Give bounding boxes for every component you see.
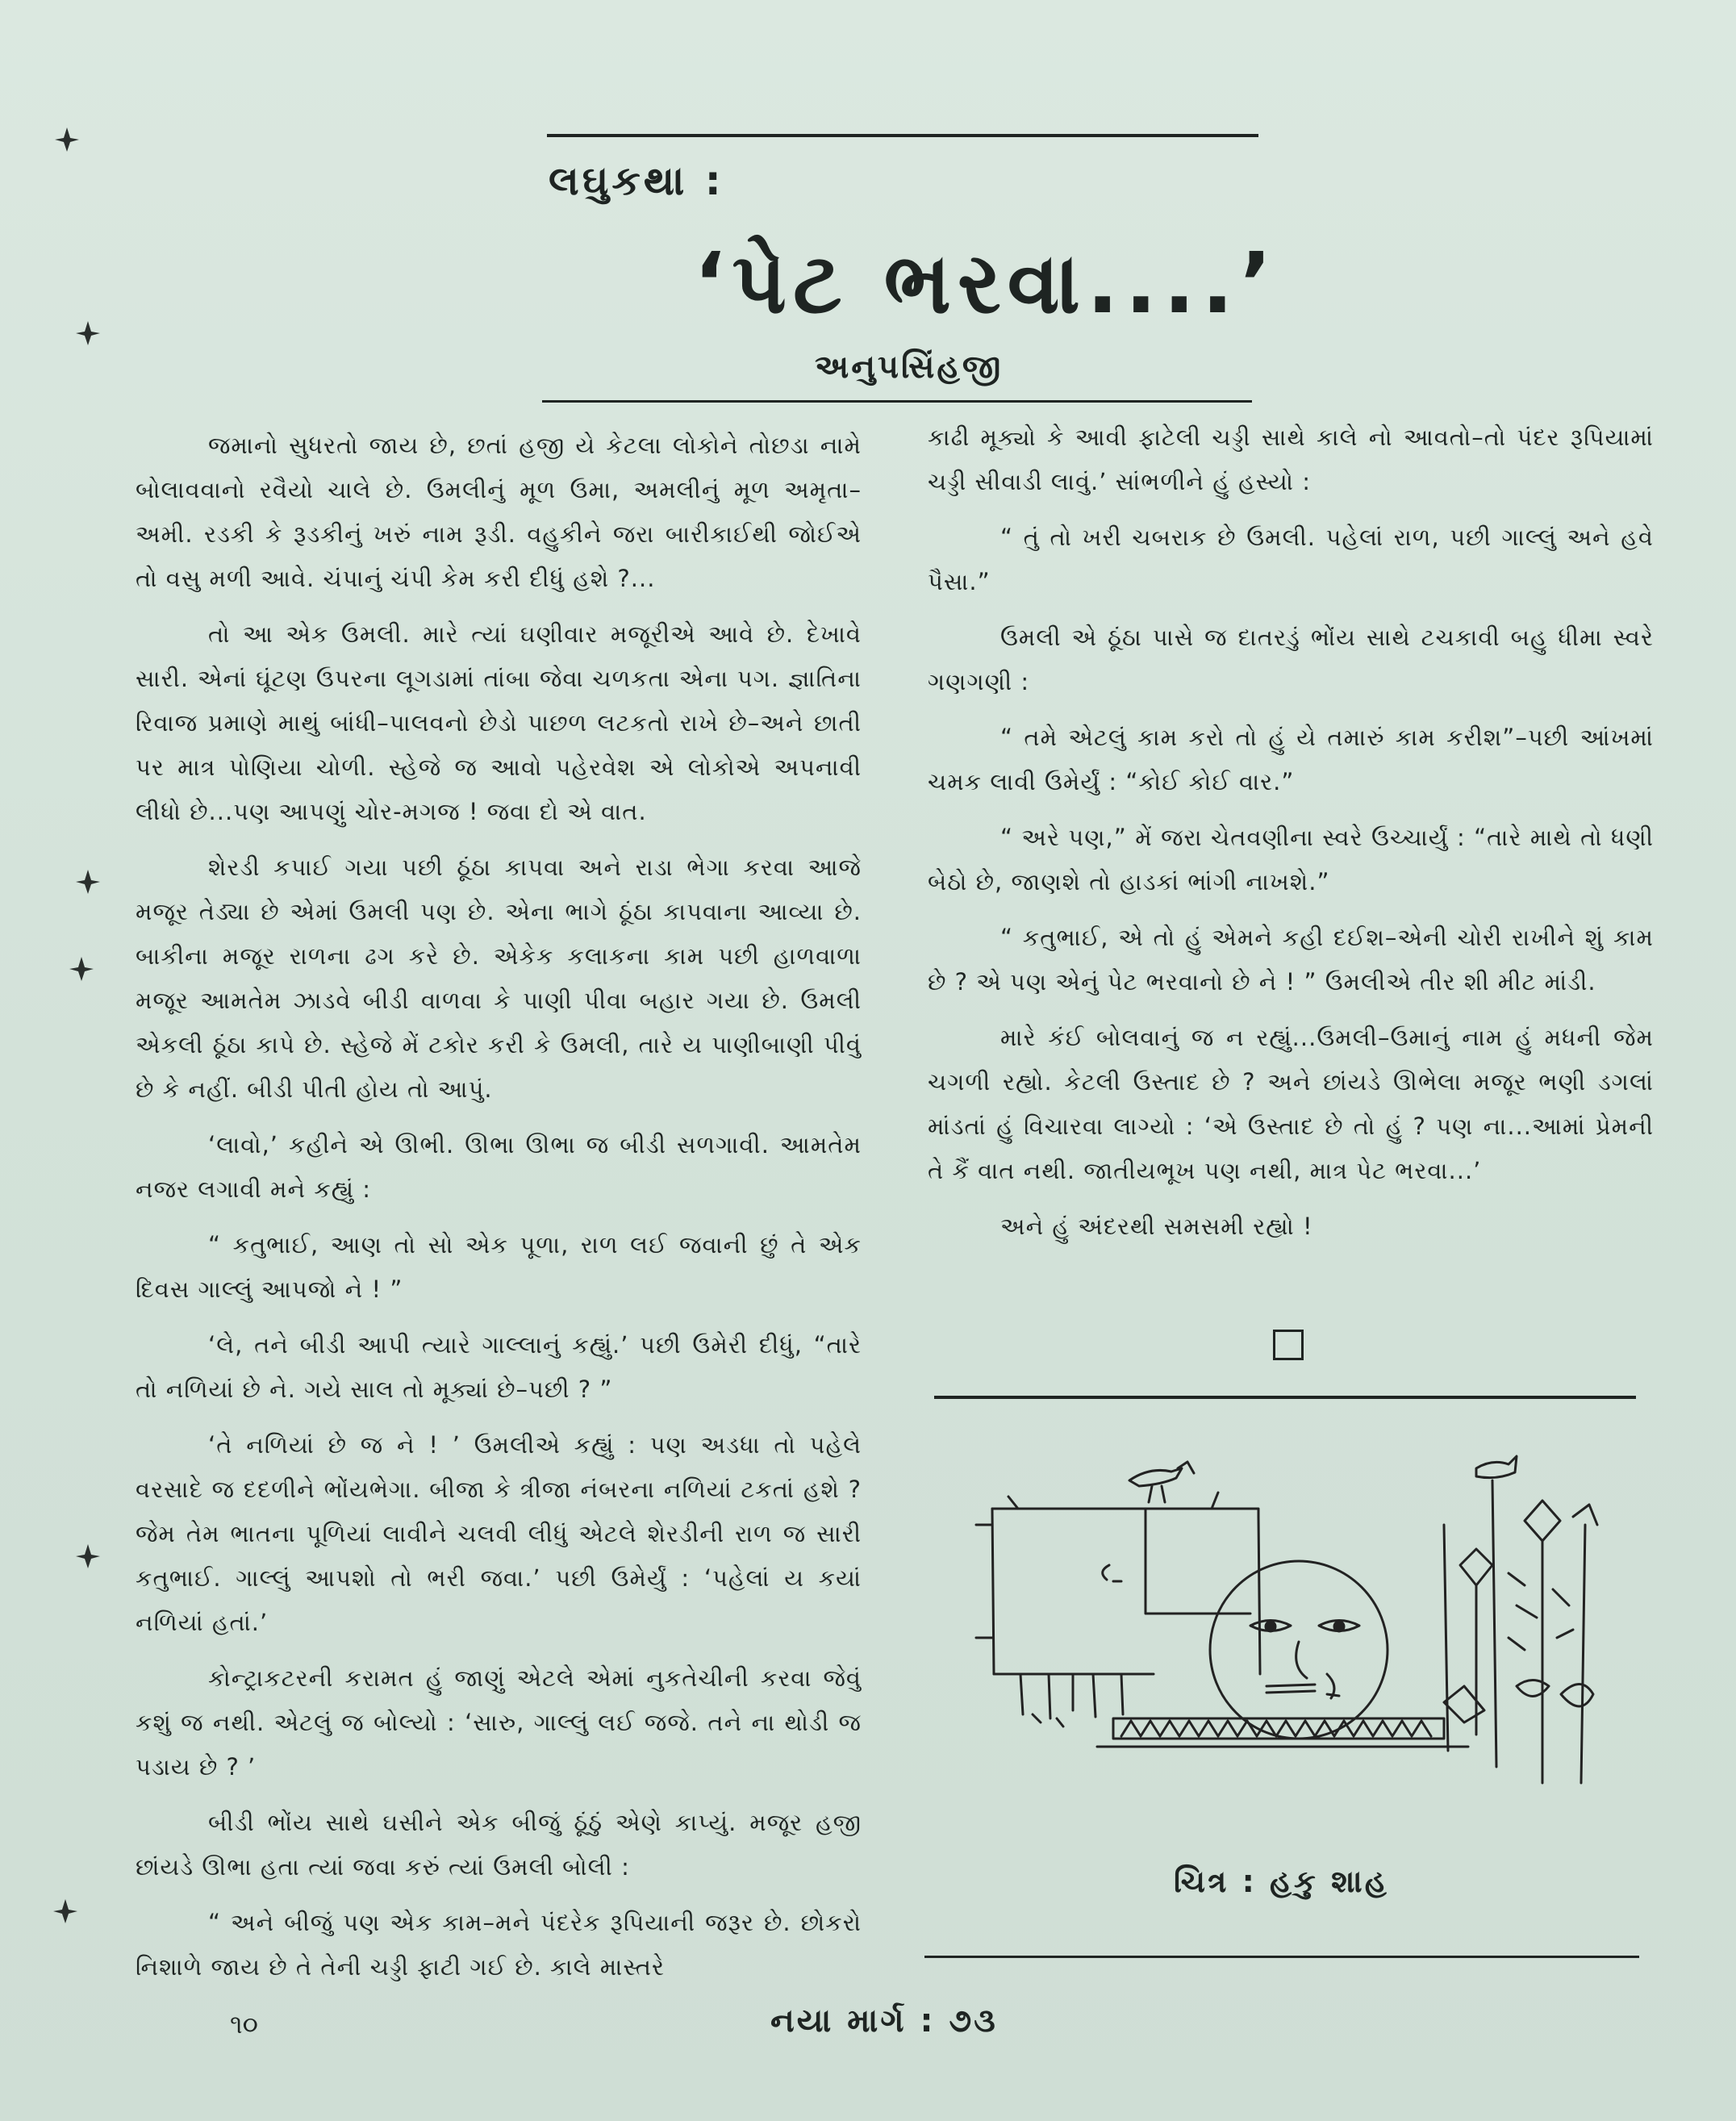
paragraph: શેરડી કપાઈ ગયા પછી ઠૂંઠા કાપવા અને રાડા ભેગા કરવા આજે મજૂર તેડ્યા છે એમાં ઉમલી પણ છે. એના ભાગે ઠૂંઠા કાપવાના આવ્યા છે. બાકીના મજૂર રાળના ઢગ કરે છે. એકેક કલાકના કામ પછી હાળવાળા મજૂર આમતેમ ઝાડવે બીડી વાળવા કે પાણી પીવા બહાર ગયા છે. ઉમલી એકલી ઠૂંઠા કાપે છે. સ્હેજે મેં ટકોર કરી કે ઉમલી, તારે ય પાણીબાણી પીવું છે કે નહીં. બીડી પીતી હોય તો આપું. [136,854,862,1103]
punch-hole [74,319,102,347]
punch-hole [74,1543,102,1570]
punch-hole [52,1898,79,1925]
paragraph: અને હું અંદરથી સમસમી રહ્યો ! [1000,1213,1313,1240]
header-top-rule [547,134,1258,137]
punch-hole [68,955,95,983]
paragraph: “ તમે એટલું કામ કરો તો હું યે તમારું કામ કરીશ”–પછી આંખમાં ચમક લાવી ઉમેર્યું : “કોઈ કોઈ વાર.” [928,724,1654,795]
line-drawing-illustration [960,1444,1621,1864]
paragraph: બીડી ભોંય સાથે ઘસીને એક બીજું ઠૂંઠું એણે કાપ્યું. મજૂર હજી છાંયડે ઊભા હતા ત્યાં જવા કરું ત્યાં ઉમલી બોલી : [136,1809,862,1881]
paragraph: ‘તે નળિયાં છે જ ને ! ’ ઉમલીએ કહ્યું : પણ અડધા તો પહેલે વરસાદે જ દદળીને ભોંયભેગા. બીજા કે ત્રીજા નંબરના નળિયાં ટકતાં હશે ? જેમ તેમ ભાતના પૂળિયાં લાવીને ચલવી લીધું એટલે શેરડીની રાળ જ સારી કતુભાઈ. ગાલ્લું આપશો તો ભરી જવા.’ પછી ઉમેર્યું : ‘પહેલાં ય કયાં નળિયાં હતાં.’ [136,1431,862,1636]
paragraph: “ કતુભાઈ, આણ તો સો એક પૂળા, રાળ લઈ જવાની છું તે એક દિવસ ગાલ્લું આપજો ને ! ” [136,1231,862,1303]
right-column [928,415,1654,1260]
paragraph: ‘લાવો,’ કહીને એ ઊભી. ઊભા ઊભા જ બીડી સળગાવી. આમતેમ નજર લગાવી મને કહ્યું : [136,1131,862,1203]
paragraph: કોન્ટ્રાકટરની કરામત હું જાણું એટલે એમાં નુકતેચીની કરવા જેવું કશું જ નથી. એટલું જ બોલ્યો : ‘સારુ, ગાલ્લું લઈ જજે. તને ના થોડી જ પડાય છે ? ’ [136,1664,862,1781]
paragraph: કાઢી મૂક્યો કે આવી ફાટેલી ચડ્ડી સાથે કાલે નો આવતો–તો પંદર રૂપિયામાં ચડ્ડી સીવાડી લાવું.’ સાંભળીને હું હસ્યો : [928,424,1654,495]
paragraph: મારે કંઈ બોલવાનું જ ન રહ્યું...ઉમલી–ઉમાનું નામ હું મધની જેમ ચગળી રહ્યો. કેટલી ઉસ્તાદ છે ? અને છાંયડે ઊભેલા મજૂર ભણી ડગલાં માંડતાં હું વિચારવા લાગ્યો : ‘એ ઉસ્તાદ છે તો હું ? પણ ના...આમાં પ્રેમની તે કૈં વાત નથી. જાતીયભૂખ પણ નથી, માત્ર પેટ ભરવા...’ [928,1024,1654,1184]
paragraph: ઉમલી એ ઠૂંઠા પાસે જ દાતરડું ભોંય સાથે ટચકાવી બહુ ધીમા સ્વરે ગણગણી : [928,624,1654,695]
paragraph: તો આ એક ઉમલી. મારે ત્યાં ઘણીવાર મજૂરીએ આવે છે. દેખાવે સારી. એનાં ઘૂંટણ ઉપરના લૂગડામાં તાંબા જેવા ચળકતા એના પગ. જ્ઞાતિના રિવાજ પ્રમાણે માથું બાંધી–પાલવનો છેડો પાછળ લટકતો રાખે છે–અને છાતી પર માત્ર પોણિયા ચોળી. સ્હેજે જ આવો પહેરવેશ એ લોકોએ અપનાવી લીધો છે...પણ આપણું ચોર-મગજ ! જવા દો એ વાત. [136,620,862,825]
illustration-bottom-rule [924,1956,1639,1958]
punch-hole [74,868,102,896]
paragraph: ‘લે, તને બીડી આપી ત્યારે ગાલ્લાનું કહ્યું.’ પછી ઉમેરી દીધું, “તારે તો નળિયાં છે ને. ગયે સાલ તો મૂક્યાં છે–પછી ? ” [136,1331,862,1403]
magazine-footer: નયા માર્ગ : ૭૩ [770,2002,998,2040]
paragraph: “ અને બીજું પણ એક કામ–મને પંદરેક રૂપિયાની જરૂર છે. છોકરો નિશાળે જાય છે તે તેની ચડ્ડી ફાટી ગઈ છે. કાલે માસ્તરે [136,1909,862,1981]
page-number: ૧૦ [230,2009,258,2040]
paragraph: “ કતુભાઈ, એ તો હું એમને કહી દઈશ–એની ચોરી રાખીને શું કામ છે ? એ પણ એનું પેટ ભરવાનો છે ને ! ” ઉમલીએ તીર શી મીટ માંડી. [928,924,1654,996]
paragraph: “ અરે પણ,” મેં જરા ચેતવણીના સ્વરે ઉચ્ચાર્યું : “તારે માથે તો ધણી બેઠો છે, જાણશે તો હાડકાં ભાંગી નાખશે.” [928,824,1654,896]
story-title: ‘પેટ ભરવા....’ [694,234,1279,332]
punch-hole [53,126,81,153]
paragraph: “ તું તો ખરી ચબરાક છે ઉમલી. પહેલાં રાળ, પછી ગાલ્લું અને હવે પૈસા.” [928,524,1654,595]
author-rule [542,400,1252,403]
illustration-top-rule [934,1396,1636,1399]
end-mark [1273,1330,1304,1360]
left-column [136,424,862,2001]
illustration-credit: ચિત્ર : હકુ શાહ [1174,1864,1389,1899]
story-kicker: લઘુકથા : [549,157,724,204]
paragraph: જમાનો સુધરતો જાય છે, છતાં હજી યે કેટલા લોકોને તોછડા નામે બોલાવવાનો રવૈયો ચાલે છે. ઉમલીનું મૂળ ઉમા, અમલીનું મૂળ અમૃતા–અમી. રડકી કે રૂડકીનું ખરું નામ રૂડી. વહુકીને જરા બારીકાઈથી જોઈએ તો વસુ મળી આવે. ચંપાનું ચંપી કેમ કરી દીધું હશે ?... [136,432,862,592]
story-author: અનુપસિંહજી [815,349,1004,386]
